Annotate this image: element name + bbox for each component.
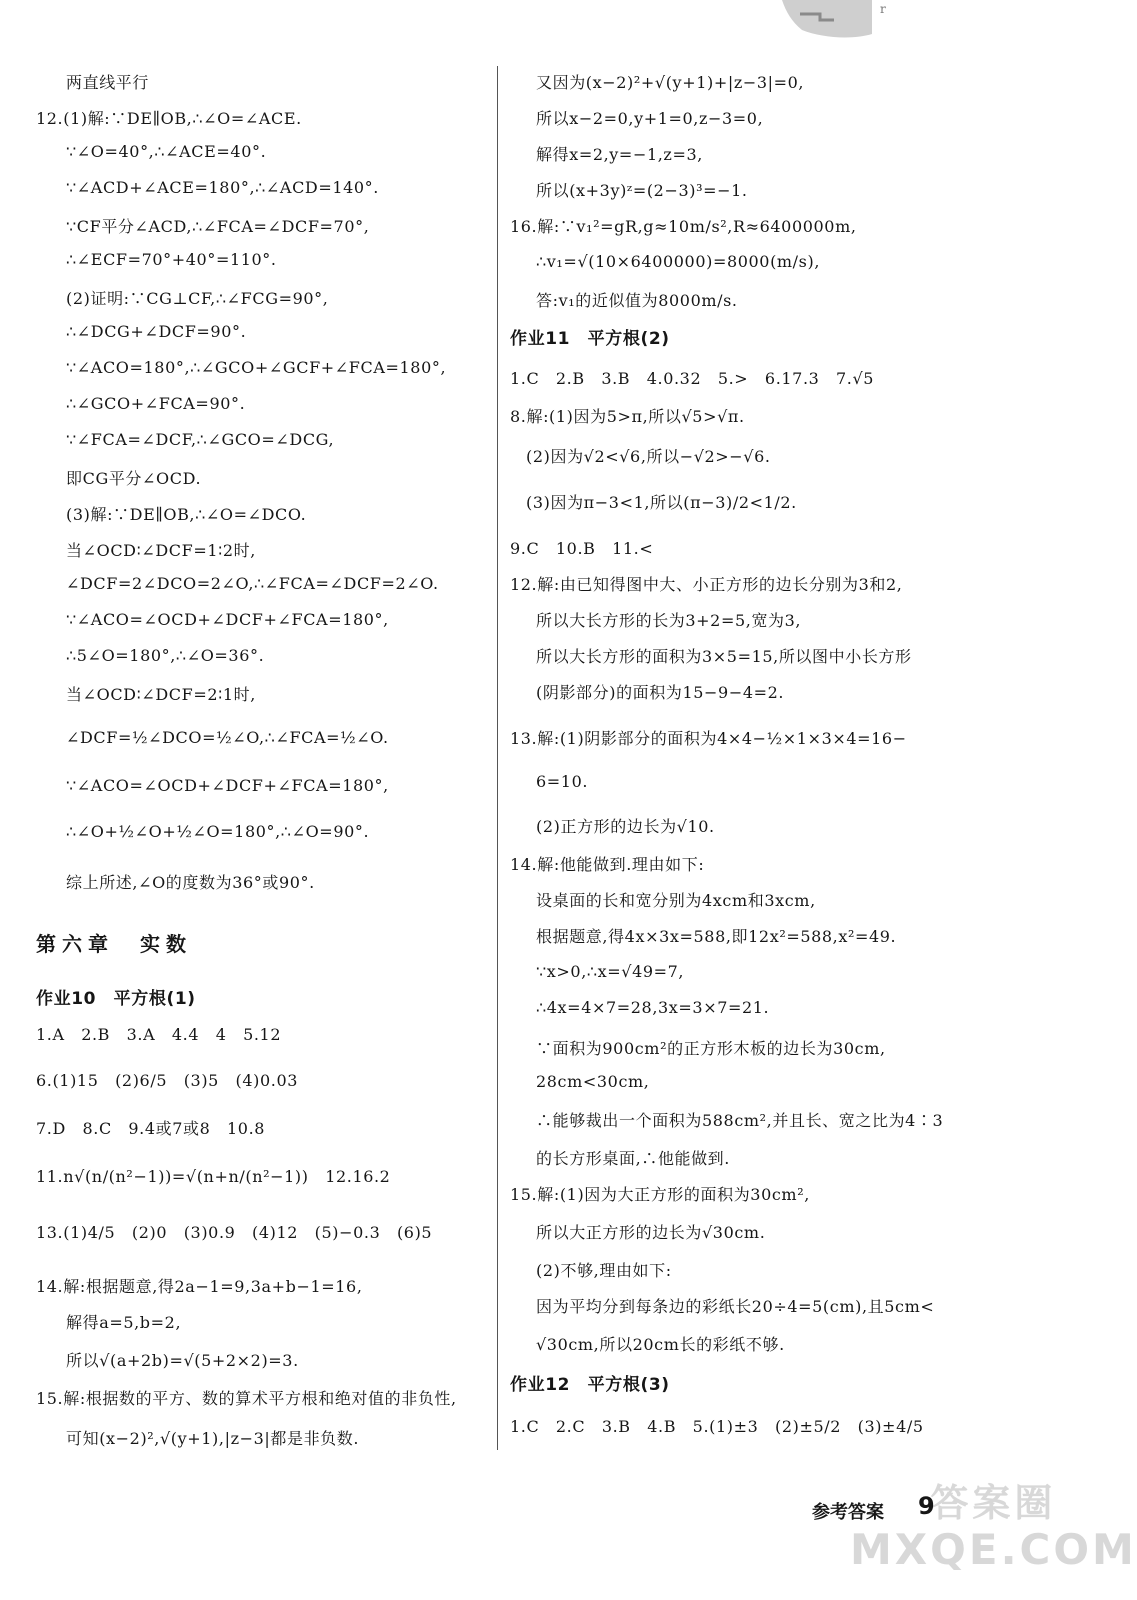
text-line: 可知(x−2)²,√(y+1),|z−3|都是非负数. [66,1429,360,1448]
text-line: 所以(x+3y)ᶻ=(2−3)³=−1. [536,181,748,200]
text-line: 6=10. [536,772,589,791]
text-line: 当∠OCD∶∠DCF=2∶1时, [66,685,256,704]
text-line: ∵∠O=40°,∴∠ACE=40°. [66,142,267,161]
section-heading: 作业10 平方根(1) [36,989,196,1009]
text-line: 15.解:(1)因为大正方形的面积为30cm², [510,1185,810,1204]
text-line: 因为平均分到每条边的彩纸长20÷4=5(cm),且5cm< [536,1297,935,1316]
text-line: 16.解:∵v₁²=gR,g≈10m/s²,R≈6400000m, [510,217,857,236]
watermark-line2: MXQE.COM [850,1525,1137,1574]
text-line: 12.(1)解:∵DE∥OB,∴∠O=∠ACE. [36,109,302,128]
text-line: 两直线平行 [66,73,150,92]
section-heading: 作业11 平方根(2) [510,329,670,349]
text-line: 所以大长方形的长为3+2=5,宽为3, [536,611,802,630]
text-line: ∵∠ACO=180°,∴∠GCO+∠GCF+∠FCA=180°, [66,358,447,377]
text-line: ∴能够裁出一个面积为588cm²,并且长、宽之比为4∶3 [536,1111,944,1130]
text-line: 1.A 2.B 3.A 4.4 4 5.12 [36,1025,282,1044]
text-line: (2)因为√2<√6,所以−√2>−√6. [526,447,771,466]
text-line: (2)正方形的边长为√10. [536,817,715,836]
chapter-heading: 第六章 实数 [36,932,192,956]
text-line: 14.解:他能做到.理由如下: [510,855,705,874]
text-line: ∴v₁=√(10×6400000)=8000(m/s), [536,252,821,271]
text-line: √30cm,所以20cm长的彩纸不够. [536,1335,785,1354]
page-number: 9 [918,1492,935,1520]
text-line: 1.C 2.B 3.B 4.0.32 5.> 6.17.3 7.√5 [510,369,875,388]
text-line: ∴4x=4×7=28,3x=3×7=21. [536,998,770,1017]
text-line: (阴影部分)的面积为15−9−4=2. [536,683,785,702]
text-line: 1.C 2.C 3.B 4.B 5.(1)±3 (2)±5/2 (3)±4/5 [510,1417,924,1436]
text-line: 28cm<30cm, [536,1072,650,1091]
text-line: 综上所述,∠O的度数为36°或90°. [66,873,315,892]
text-line: (3)解:∵DE∥OB,∴∠O=∠DCO. [66,505,307,524]
text-line: ∵∠ACO=∠OCD+∠DCF+∠FCA=180°, [66,610,389,629]
footer-title: 参考答案 [812,1502,884,1523]
text-line: ∵CF平分∠ACD,∴∠FCA=∠DCF=70°, [66,217,370,236]
text-line: 所以√(a+2b)=√(5+2×2)=3. [66,1351,299,1370]
text-line: 9.C 10.B 11.< [510,539,654,558]
text-line: ∵∠ACO=∠OCD+∠DCF+∠FCA=180°, [66,776,389,795]
text-line: ∴∠DCG+∠DCF=90°. [66,322,247,341]
text-line: ∠DCF=½∠DCO=½∠O,∴∠FCA=½∠O. [66,728,389,747]
text-line: (3)因为π−3<1,所以(π−3)/2<1/2. [526,493,797,512]
text-line: 所以大正方形的边长为√30cm. [536,1223,766,1242]
text-line: 15.解:根据数的平方、数的算术平方根和绝对值的非负性, [36,1389,457,1408]
section-heading: 作业12 平方根(3) [510,1375,670,1395]
text-line: 所以x−2=0,y+1=0,z−3=0, [536,109,764,128]
text-line: 解得a=5,b=2, [66,1313,182,1332]
text-line: 13.解:(1)阴影部分的面积为4×4−½×1×3×4=16− [510,729,907,748]
text-line: 又因为(x−2)²+√(y+1)+|z−3|=0, [536,73,805,92]
text-line: (2)证明:∵CG⊥CF,∴∠FCG=90°, [66,289,329,308]
text-line: 6.(1)15 (2)6/5 (3)5 (4)0.03 [36,1071,299,1090]
column-divider [497,66,498,1450]
text-line: 7.D 8.C 9.4或7或8 10.8 [36,1119,266,1138]
text-line: ∴∠ECF=70°+40°=110°. [66,250,277,269]
text-line: ∠DCF=2∠DCO=2∠O,∴∠FCA=∠DCF=2∠O. [66,574,439,593]
text-line: 14.解:根据题意,得2a−1=9,3a+b−1=16, [36,1277,363,1296]
text-line: 所以大长方形的面积为3×5=15,所以图中小长方形 [536,647,912,666]
text-line: 答:v₁的近似值为8000m/s. [536,291,738,310]
text-line: 当∠OCD∶∠DCF=1∶2时, [66,541,256,560]
text-line: ∵∠FCA=∠DCF,∴∠GCO=∠DCG, [66,430,335,449]
text-line: 根据题意,得4x×3x=588,即12x²=588,x²=49. [536,927,897,946]
page-corner-decoration [782,0,872,42]
text-line: ∴∠GCO+∠FCA=90°. [66,394,246,413]
text-line: ∴5∠O=180°,∴∠O=36°. [66,646,265,665]
watermark [850,1480,1137,1574]
text-line: ∴∠O+½∠O+½∠O=180°,∴∠O=90°. [66,822,370,841]
text-line: 的长方形桌面,∴他能做到. [536,1149,730,1168]
text-line: 设桌面的长和宽分别为4xcm和3xcm, [536,891,816,910]
text-line: ∵∠ACD+∠ACE=180°,∴∠ACD=140°. [66,178,379,197]
text-line: 即CG平分∠OCD. [66,469,202,488]
text-line: 8.解:(1)因为5>π,所以√5>√π. [510,407,745,426]
text-line: 11.n√(n/(n²−1))=√(n+n/(n²−1)) 12.16.2 [36,1167,391,1186]
watermark-line1: 答案圈 [930,1481,1057,1525]
text-line: 12.解:由已知得图中大、小正方形的边长分别为3和2, [510,575,903,594]
text-line: (2)不够,理由如下: [536,1261,672,1280]
text-line: ∵面积为900cm²的正方形木板的边长为30cm, [536,1039,886,1058]
text-line: ∵x>0,∴x=√49=7, [536,962,685,981]
text-line: 解得x=2,y=−1,z=3, [536,145,703,164]
text-line: 13.(1)4/5 (2)0 (3)0.9 (4)12 (5)−0.3 (6)5 [36,1223,433,1242]
corner-mark: r [880,2,886,16]
